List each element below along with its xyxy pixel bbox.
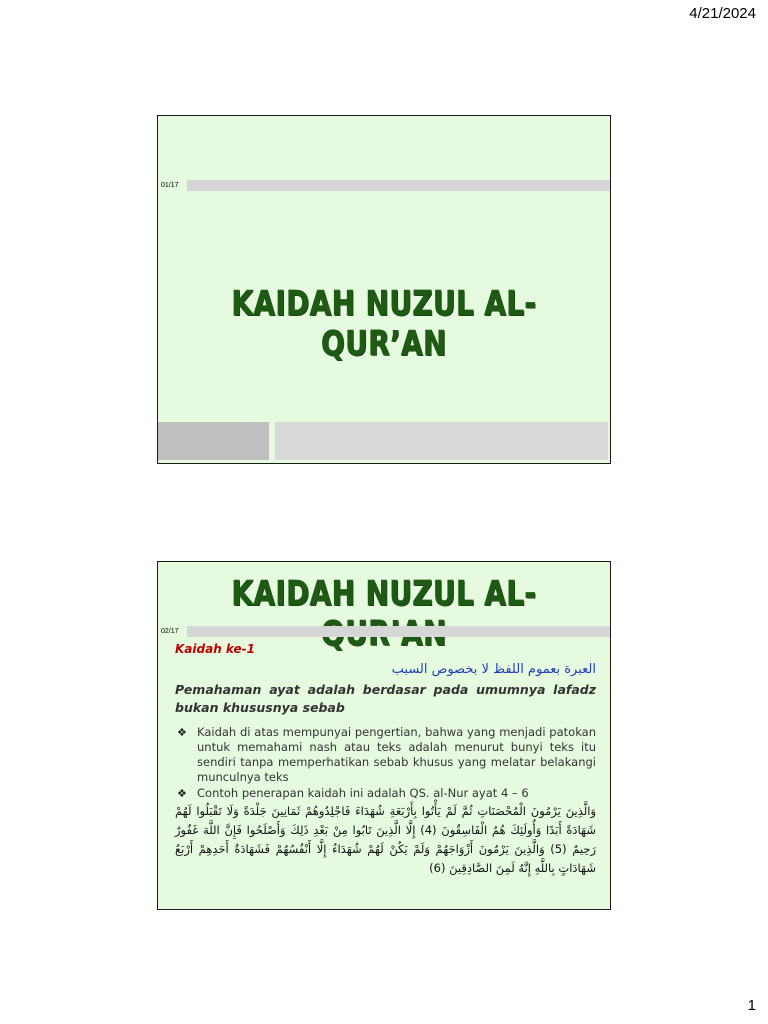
slide-number: 01/17 bbox=[158, 180, 187, 191]
bullet-item bbox=[175, 725, 596, 785]
slide-content bbox=[175, 642, 596, 878]
slide-1 bbox=[157, 115, 611, 464]
slide-number-bar bbox=[158, 180, 610, 191]
slide-footer-block-left bbox=[158, 422, 269, 460]
page-number: 1 bbox=[747, 997, 756, 1014]
slide-title: KAIDAH NUZUL AL- bbox=[231, 574, 537, 614]
slide-number-bar-fill bbox=[187, 180, 610, 191]
slide-title: KAIDAH NUZUL AL-QUR’AN bbox=[231, 284, 537, 364]
bullet-text: Kaidah di atas mempunyai pengertian, bahwa yang menjadi patokan untuk memahami nash atau teks adalah menurut bunyi teks itu sendiri tanpa memperhatikan sebab khusus yang melatar belakangi munculnya teks bbox=[197, 725, 596, 784]
arabic-verse-text: وَالَّذِينَ يَرْمُونَ الْمُحْصَنَاتِ ثُمَّ لَمْ يَأْتُوا بِأَرْبَعَةِ شُهَدَاءَ فَاجْلِدُوهُمْ ثَمَانِينَ جَلْدَةً وَلَا تَقْبَلُوا لَهُمْ شَهَادَةً أَبَدًا وَأُولَئِكَ هُمُ الْفَاسِقُونَ (4) إِلَّا الَّذِينَ تَابُوا مِنْ بَعْدِ ذَلِكَ وَأَصْلَحُوا فَإِنَّ اللَّهَ غَفُورٌ رَحِيمٌ (5) وَالَّذِينَ يَرْمُونَ أَزْوَاجَهُمْ وَلَمْ يَكُنْ لَهُمْ شُهَدَاءُ إِلَّا أَنْفُسُهُمْ فَشَهَادَةُ أَحَدِهِمْ أَرْبَعُ شَهَادَاتٍ بِاللَّهِ إِنَّهُ لَمِنَ الصَّادِقِينَ (6) bbox=[175, 804, 596, 875]
diamond-bullet-icon: ❖ bbox=[177, 787, 187, 800]
bullet-list bbox=[175, 725, 596, 801]
rule-heading: Kaidah ke-1 bbox=[175, 642, 255, 656]
slide-number-bar bbox=[158, 626, 610, 637]
bullet-item bbox=[175, 786, 596, 801]
handout-date: 4/21/2024 bbox=[689, 5, 756, 22]
slide-number-bar-fill bbox=[187, 626, 610, 637]
diamond-bullet-icon: ❖ bbox=[177, 726, 187, 739]
arabic-rule-text: العبرة بعموم اللفظ لا بخصوص السبب bbox=[391, 662, 596, 677]
slide-number: 02/17 bbox=[158, 626, 187, 637]
rule-explanation: Pemahaman ayat adalah berdasar pada umumnya lafadz bukan khususnya sebab bbox=[175, 682, 596, 715]
bullet-text: Contoh penerapan kaidah ini adalah QS. al-Nur ayat 4 – 6 bbox=[197, 786, 529, 800]
slide-2 bbox=[157, 561, 611, 910]
slide-footer-block-right bbox=[275, 422, 608, 460]
